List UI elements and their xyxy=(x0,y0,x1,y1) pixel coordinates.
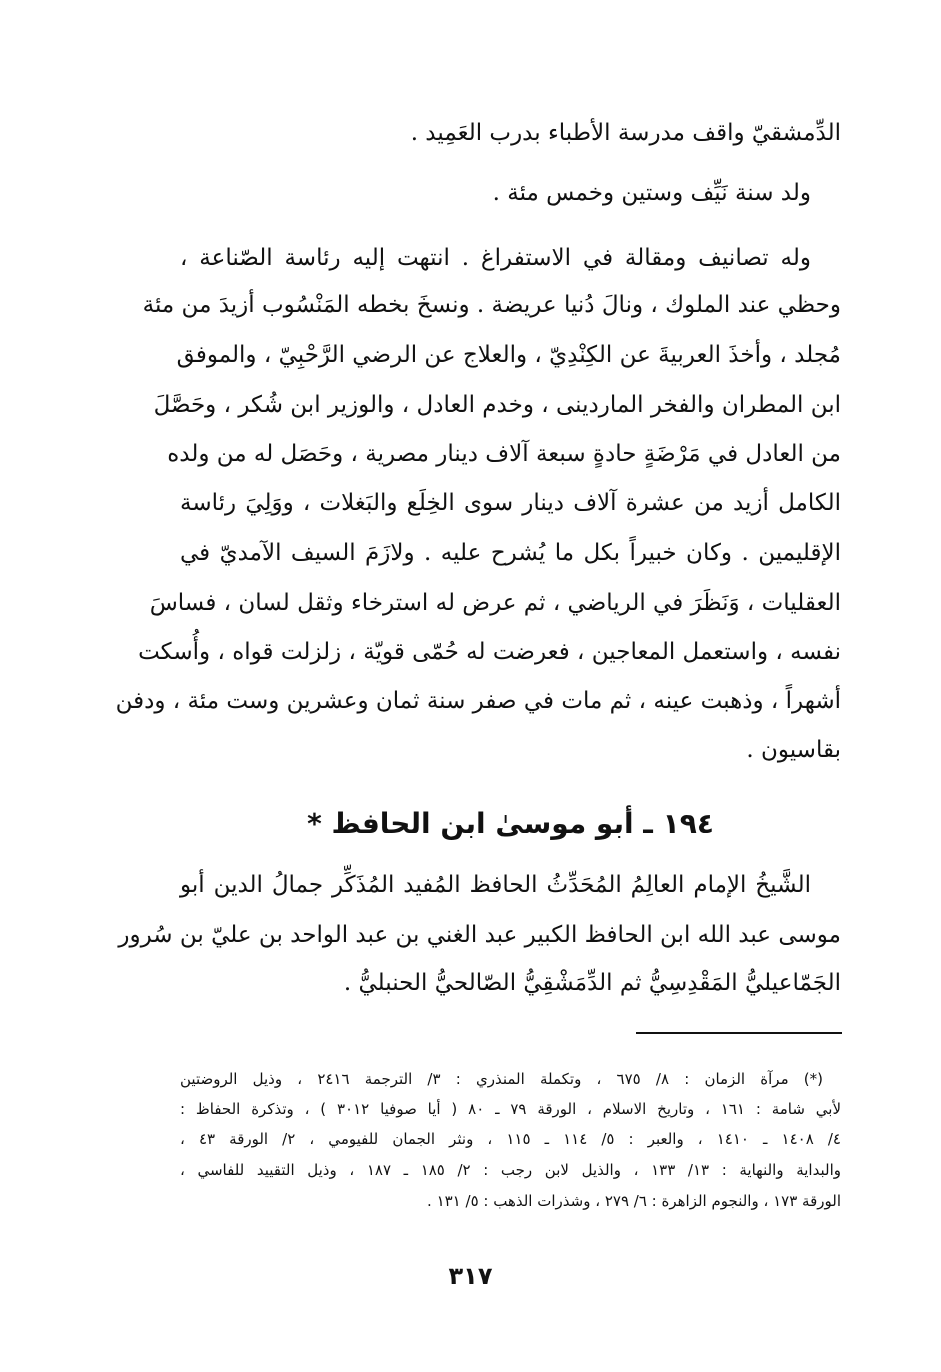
body-line-8: العقليات ، وَنَظَرَ في الرياضي ، ثم عرض له استرخاء وثقل لسان ، فساسَ xyxy=(149,590,841,616)
body-line-5: من العادل في مَرْضَةٍ حادةٍ سبعة آلاف دينار مصرية ، وحَصَل له من ولده xyxy=(167,441,841,467)
body-line-11: بقاسيون . xyxy=(746,737,841,763)
section-line-3: الجَمّاعيليُّ المَقْدِسِيُّ ثم الدِّمَشْقِيُّ الصّالحيُّ الحنبليُّ . xyxy=(343,970,841,996)
body-line-3: مُجلد ، وأخذَ العربيةَ عن الكِنْدِيّ ، والعلاج عن الرضي الرَّحْبِيّ ، والموفق xyxy=(176,342,841,368)
footnote-line-1: (*) مرآة الزمان : ٨/ ٦٧٥ ، وتكملة المنذري : ٣/ الترجمة ٢٤١٦ ، وذيل الروضتين xyxy=(180,1070,823,1088)
body-line-9: نفسه ، واستعمل المعاجين ، فعرضت له حُمّى قويّة ، زلزلت قواه ، وأُسكت xyxy=(138,639,841,665)
section-line-1: الشَّيخُ الإمام العالِمُ المُحَدِّثُ الحافظ المُفيد المُذَكِّر جمالُ الدين أبو xyxy=(180,872,811,898)
body-line-4: ابن المطران والفخر الماردينى ، وخدم العادل ، والوزير ابن شُكر ، وحَصَّلَ xyxy=(153,392,841,418)
footnote-rule xyxy=(636,1032,842,1034)
footnote-line-2: لأبي شامة : ١٦١ ، وتاريخ الاسلام ، الورقة ٧٩ ـ ٨٠ ( أيا صوفيا ٣٠١٢ ) ، وتذكرة الحفاظ : xyxy=(180,1100,842,1118)
intro-line-1: الدِّمشقيّ واقف مدرسة الأطباء بدرب العَمِيد . xyxy=(410,120,841,146)
page-number: ٣١٧ xyxy=(448,1262,493,1290)
footnote-line-4: والبداية والنهاية : ١٣/ ١٣٣ ، والذيل لابن رجب : ٢/ ١٨٥ ـ ١٨٧ ، وذيل التقييد للفاسي ، xyxy=(180,1161,841,1179)
footnote-line-5: الورقة ١٧٣ ، والنجوم الزاهرة : ٦/ ٢٧٩ ، وشذرات الذهب : ٥/ ١٣١ . xyxy=(427,1192,841,1210)
footnote-line-3: ٤/ ١٤٠٨ ـ ١٤١٠ ، والعبر : ٥/ ١١٤ ـ ١١٥ ، ونثر الجمان للفيومي ، ٢/ الورقة ٤٣ ، xyxy=(180,1130,841,1148)
body-line-6: الكامل أزيد من عشرة آلاف دينار سوى الخِلَع والبَغلات ، ووَلِيَ رئاسة xyxy=(180,490,841,516)
intro-line-2: ولد سنة نَيِّف وستين وخمس مئة . xyxy=(492,180,811,206)
body-line-2: وحظي عند الملوك ، ونالَ دُنيا عريضة . ونسخَ بخطه المَنْسُوب أزيدَ من مئة xyxy=(142,292,841,318)
body-line-7: الإقليمين . وكان خبيراً بكل ما يُشرح عليه . ولازَمَ السيف الآمديّ في xyxy=(180,540,841,566)
body-line-1: وله تصانيف ومقالة في الاستفراغ . انتهت إليه رئاسة الصّناعة ، xyxy=(180,245,811,271)
section-line-2: موسى عبد الله ابن الحافظ الكبير عبد الغني بن عبد الواحد بن عليّ بن سُرور xyxy=(118,922,841,948)
body-line-10: أشهراً ، وذهبت عينه ، ثم مات في صفر سنة ثمان وعشرين وست مئة ، ودفن xyxy=(115,688,841,714)
section-heading: ١٩٤ ـ أبو موسىٰ ابن الحافظ * xyxy=(307,807,714,840)
